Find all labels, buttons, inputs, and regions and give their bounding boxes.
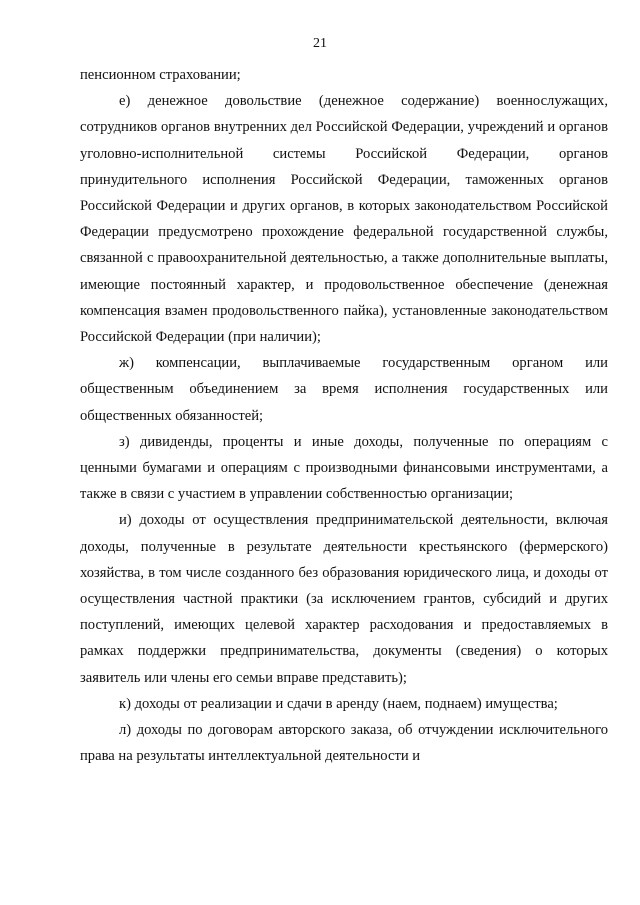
paragraph-item-i: и) доходы от осуществления предпринимательской деятельности, включая доходы, полученные в результате деятельности крестьянского (фермерского) хозяйства, в том числе созданного без образования юридического лица, и доходы от осуществления частной практики (за исключением грантов, субсидий и других поступлений, имеющих целевой характер расходования и предоставляемых в рамках поддержки предпринимательства, документы (сведения) о которых заявитель или члены его семьи вправе представить); bbox=[80, 512, 608, 686]
paragraph-item-k: к) доходы от реализации и сдачи в аренду (наем, поднаем) имущества; bbox=[119, 695, 558, 712]
document-body bbox=[80, 62, 608, 769]
paragraph-continuation: пенсионном страховании; bbox=[80, 67, 241, 83]
paragraph-item-e: е) денежное довольствие (денежное содержание) военнослужащих, сотрудников органов внутренних дел Российской Федерации, учреждений и органов уголовно-исполнительной системы Российской Федерации, органов принудительного исполнения Российской Федерации, таможенных органов Российской Федерации и других органов, в которых законодательством Российской Федерации предусмотрено прохождение федеральной государственной службы, связанной с правоохранительной деятельностью, а также дополнительные выплаты, имеющие постоянный характер, и продовольственное обеспечение (денежная компенсация взамен продовольственного пайка), установленные законодательством Российской Федерации (при наличии); bbox=[80, 93, 608, 346]
paragraph-item-zh: ж) компенсации, выплачиваемые государственным органом или общественным объединением за время исполнения государственных или общественных обязанностей; bbox=[80, 355, 608, 424]
paragraph-item-z: з) дивиденды, проценты и иные доходы, полученные по операциям с ценными бумагами и операциям с производными финансовыми инструментами, а также в связи с участием в управлении собственностью организации; bbox=[80, 433, 608, 503]
page-number: 21 bbox=[313, 36, 327, 51]
paragraph-item-l: л) доходы по договорам авторского заказа, об отчуждении исключительного права на результаты интеллектуальной деятельности и bbox=[80, 722, 608, 765]
